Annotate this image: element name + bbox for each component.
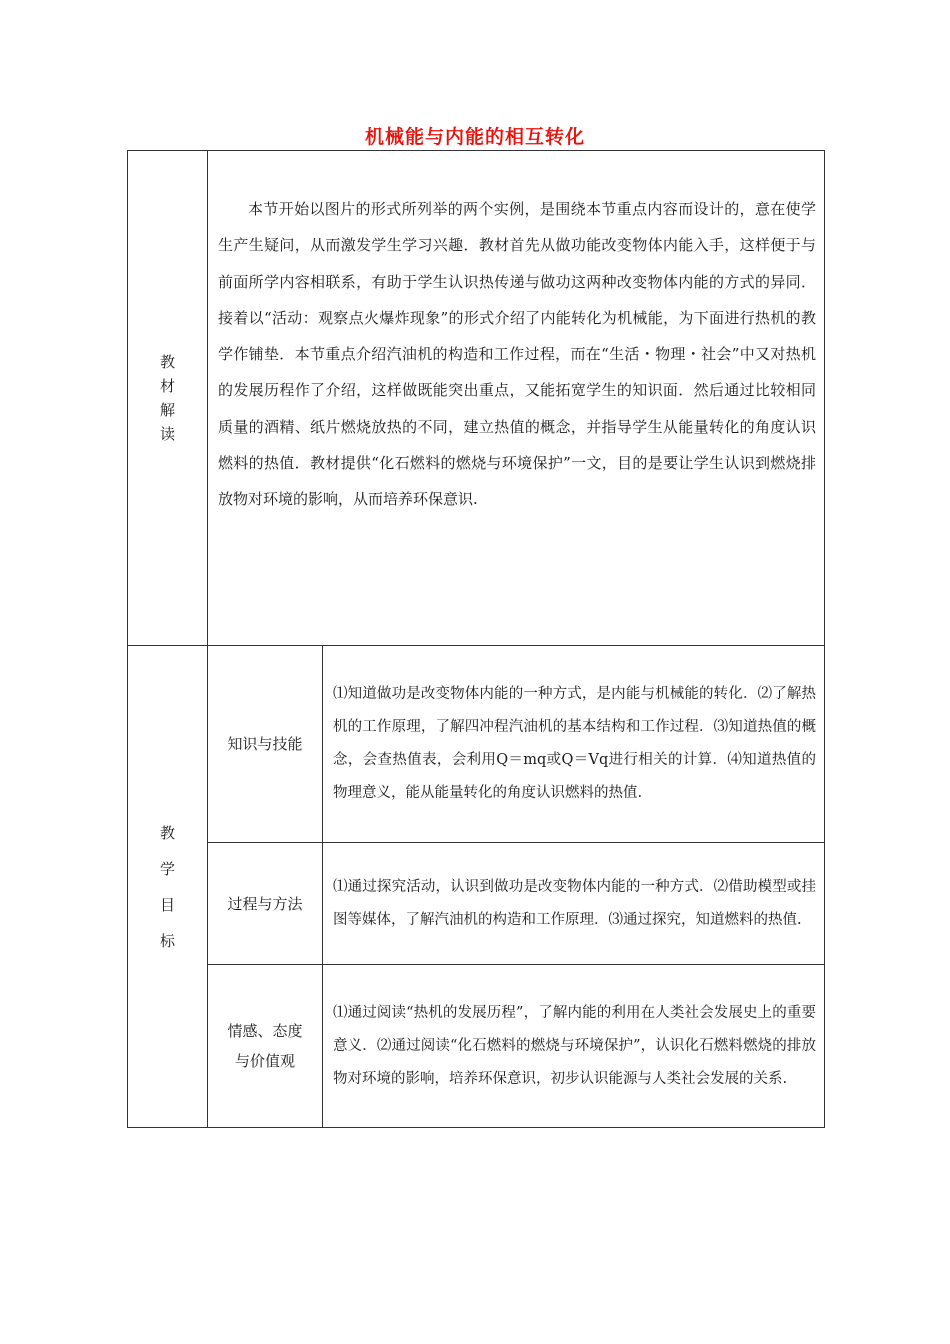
intro-text: 本节开始以图片的形式所列举的两个实例，是围绕本节重点内容而设计的，意在使学生产生疑问，从而激发学生学习兴趣．教材首先从做功能改变物体内能入手，这样便于与前面所学内容相联系，有助于学生认识热传递与做功这两种改变物体内能的方式的异同．接着以“活动：观察点火爆炸现象”的形式介绍了内能转化为机械能，为下面进行热机的教学作铺垫．本节重点介绍汽油机的构造和工作过程，而在“生活・物理・社会”中又对热机的发展历程作了介绍，这样做既能突出重点，又能拓宽学生的知识面．然后通过比较相同质量的酒精、纸片燃烧放热的不同，建立热值的概念，并指导学生从能量转化的角度认识燃料的热值．教材提供“化石燃料的燃烧与环境保护”一文，目的是要让学生认识到燃烧排放物对环境的影响，从而培养环保意识. xyxy=(218,200,817,509)
intro-label-char: 解 xyxy=(159,401,175,419)
page-title: 机械能与内能的相互转化 xyxy=(364,126,585,148)
process-text: ⑴通过探究活动，认识到做功是改变物体内能的一种方式．⑵借助模型或挂图等媒体，了解汽油机的构造和工作原理．⑶通过探究，知道燃料的热值. xyxy=(333,878,817,928)
knowledge-label: 知识与技能 xyxy=(208,646,323,843)
knowledge-text: ⑴知道做功是改变物体内能的一种方式，是内能与机械能的转化．⑵了解热机的工作原理，了解四冲程汽油机的基本结构和工作过程．⑶知道热值的概念，会查热值表，会利用Q＝mq或Q＝Vq进行相关的计算．⑷知道热值的物理意义，能从能量转化的角度认识燃料的热值. xyxy=(333,686,817,801)
emotion-label-line: 情感、态度 xyxy=(227,1022,303,1040)
emotion-text: ⑴通过阅读“热机的发展历程”，了解内能的利用在人类社会发展史上的重要意义．⑵通过阅读“化石燃料的燃烧与环境保护”，认识化石燃料燃烧的排放物对环境的影响，培养环保意识，初步认识能源与人类社会发展的关系. xyxy=(333,1004,817,1087)
emotion-label xyxy=(208,965,323,1128)
emotion-label-line: 与价值观 xyxy=(234,1052,295,1070)
intro-label-char: 读 xyxy=(159,425,175,443)
goal-row-knowledge xyxy=(128,646,825,843)
intro-label xyxy=(128,151,208,646)
goals-label-char: 教 xyxy=(159,823,175,842)
process-label: 过程与方法 xyxy=(208,843,323,965)
intro-row xyxy=(128,151,825,646)
intro-content-cell xyxy=(208,151,825,646)
goal-row-emotion xyxy=(128,965,825,1128)
goal-row-process xyxy=(128,843,825,965)
intro-label-char: 材 xyxy=(159,377,175,395)
goals-label-char: 目 xyxy=(159,895,175,914)
goals-label xyxy=(128,646,208,1128)
goals-label-char: 学 xyxy=(159,859,175,878)
lesson-plan-table xyxy=(127,150,825,1128)
process-content-cell xyxy=(323,843,825,965)
knowledge-content-cell xyxy=(323,646,825,843)
emotion-content-cell xyxy=(323,965,825,1128)
goals-label-char: 标 xyxy=(159,931,175,950)
intro-label-char: 教 xyxy=(159,353,175,371)
